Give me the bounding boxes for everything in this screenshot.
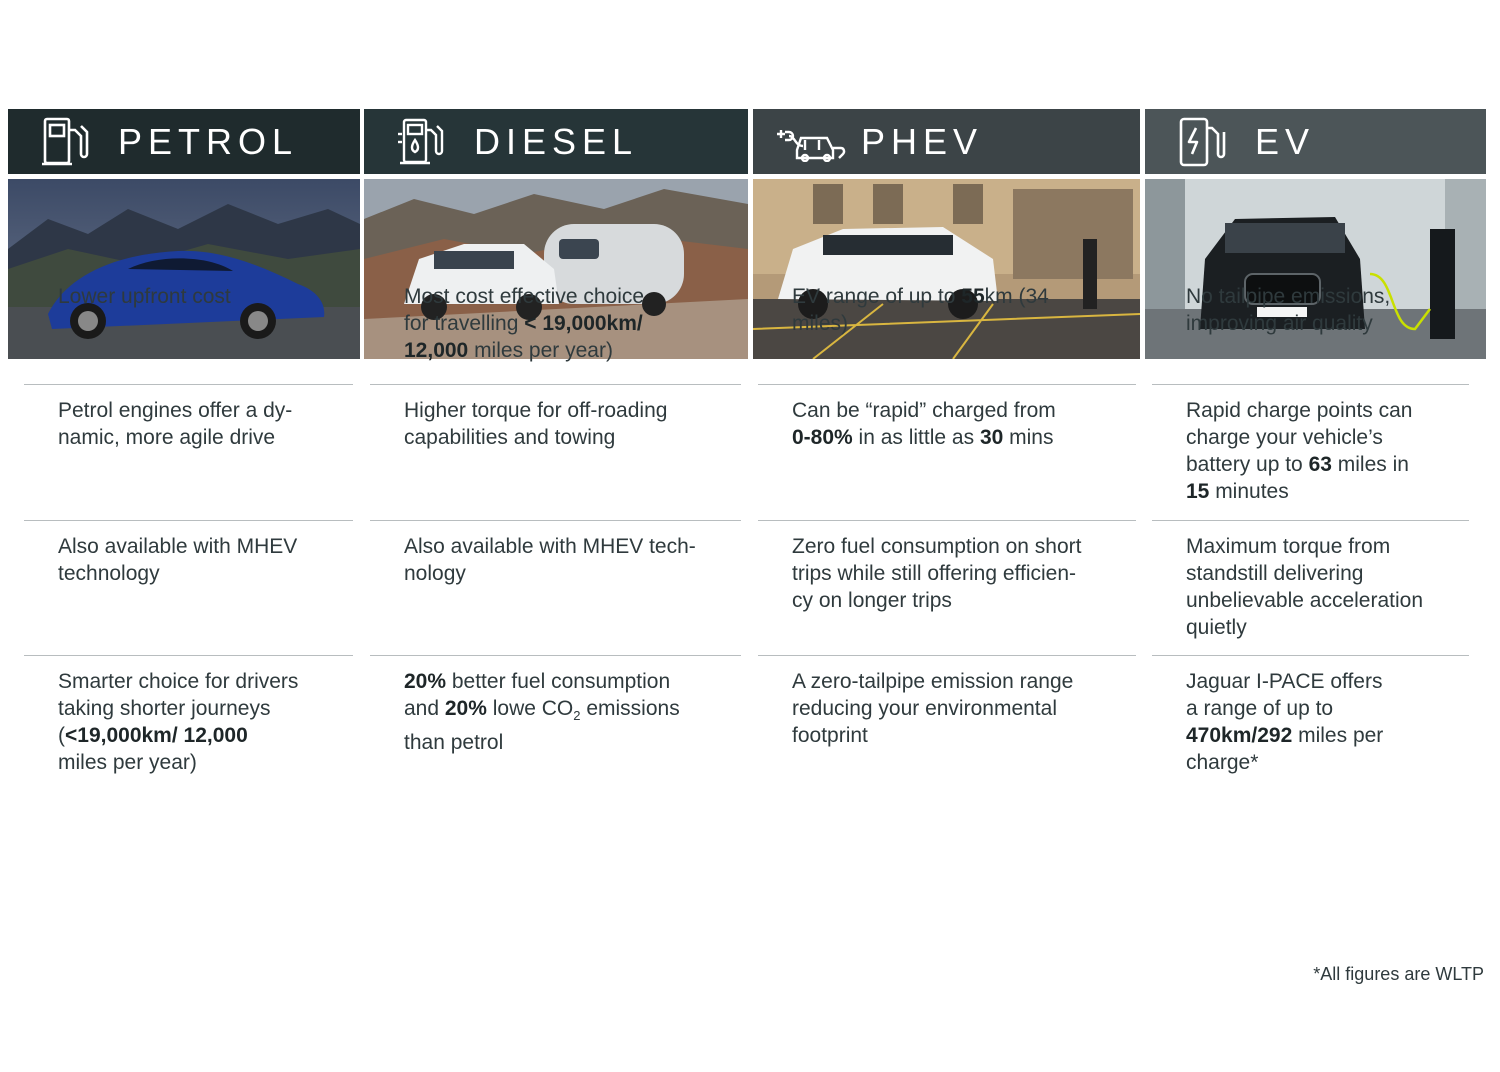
cell-ev-3: Maximum torque from standstill delivering unbelievable acceleration quietly <box>1152 521 1469 656</box>
cell-petrol-4: Smarter choice for drivers taking shorter journeys (<19,000km/ 12,000 miles per year) <box>58 670 299 774</box>
footnote: *All figures are WLTP <box>1313 964 1484 984</box>
cells-ev <box>1152 271 1469 786</box>
cell-phev-2: Can be “rapid” charged from 0-80% in as little as 30 mins <box>758 385 1136 521</box>
header-ev <box>1145 109 1486 174</box>
cell-ev-4: Jaguar I-PACE offers a range of up to 470km/292 miles per charge* <box>1186 670 1384 774</box>
cells-phev <box>758 271 1136 786</box>
cell-petrol-1: Lower upfront cost <box>24 271 353 385</box>
charging-station-icon <box>1175 115 1229 169</box>
header-petrol <box>8 109 360 174</box>
cell-ev-1: No tailpipe emissions, improving air quality <box>1152 271 1469 385</box>
header-title-ev: EV <box>1255 120 1316 162</box>
cell-diesel-2: Higher torque for off-roading capabilities and towing <box>370 385 741 521</box>
cell-phev-4: A zero-tailpipe emission range reducing your environmental footprint <box>792 670 1074 747</box>
cell-diesel-1: Most cost effective choice for travelling < 19,000km/ 12,000 miles per year) <box>370 271 741 385</box>
cell-phev-1: EV range of up to 55km (34 miles) <box>758 271 1136 385</box>
plug-in-car-icon <box>775 115 847 169</box>
header-diesel <box>364 109 748 174</box>
header-title-phev: PHEV <box>861 120 984 162</box>
header-title-petrol: PETROL <box>118 120 299 162</box>
cell-phev-3: Zero fuel consumption on short trips while still offering efficien- cy on longer trips <box>758 521 1136 656</box>
cells-petrol <box>24 271 353 786</box>
cell-diesel-4: 20% better fuel consumption and 20% lowe $CO_2$ emissions than petrol <box>404 670 680 755</box>
cell-petrol-2: Petrol engines offer a dy- namic, more agile drive <box>24 385 353 521</box>
cells-diesel <box>370 271 741 786</box>
header-title-diesel: DIESEL <box>474 120 639 162</box>
cell-ev-2: Rapid charge points can charge your vehicle’s battery up to 63 miles in 15 minutes <box>1152 385 1469 521</box>
header-phev <box>753 109 1140 174</box>
diesel-pump-icon <box>394 115 448 169</box>
cell-petrol-3: Also available with MHEV technology <box>24 521 353 656</box>
fuel-pump-icon <box>38 115 92 169</box>
cell-diesel-3: Also available with MHEV tech- nology <box>370 521 741 656</box>
